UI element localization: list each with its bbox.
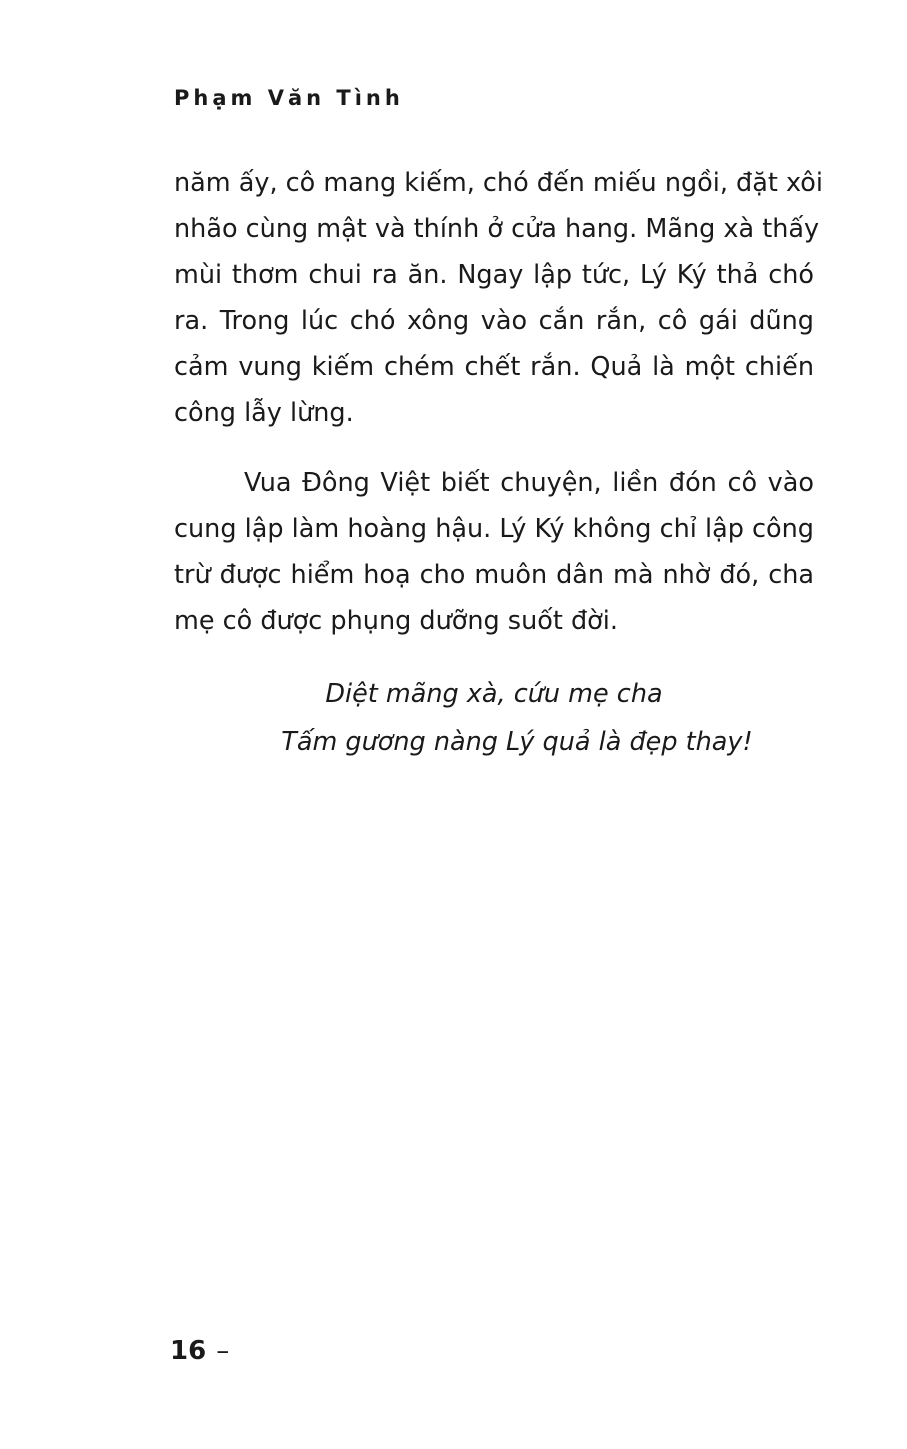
paragraph-line: công lẫy lừng.: [174, 398, 354, 428]
paragraph-line: cảm vung kiếm chém chết rắn. Quả là một chiến: [174, 352, 814, 382]
paragraph-line: cung lập làm hoàng hậu. Lý Ký không chỉ lập công: [174, 514, 814, 544]
verse-couplet: [174, 670, 814, 766]
verse-line: Tấm gương nàng Lý quả là đẹp thay!: [281, 727, 753, 757]
paragraph-line: ra. Trong lúc chó xông vào cắn rắn, cô gái dũng: [174, 306, 814, 336]
paragraph-line: Vua Đông Việt biết chuyện, liền đón cô vào: [244, 468, 814, 498]
paragraph-line: mùi thơm chui ra ăn. Ngay lập tức, Lý Ký thả chó: [174, 260, 814, 290]
paragraph-line: năm ấy, cô mang kiếm, chó đến miếu ngồi, đặt xôi: [174, 168, 823, 198]
running-head-author: Phạm Văn Tình: [174, 86, 404, 110]
paragraph-1: [174, 160, 823, 436]
paragraph-2: [174, 460, 814, 644]
verse-line: Diệt mãng xà, cứu mẹ cha: [325, 679, 663, 709]
folio-dash: –: [216, 1336, 230, 1366]
paragraph-line: mẹ cô được phụng dưỡng suốt đời.: [174, 606, 618, 636]
paragraph-line: nhão cùng mật và thính ở cửa hang. Mãng xà thấy: [174, 214, 820, 244]
page-folio: [170, 1336, 229, 1366]
paragraph-line: trừ được hiểm hoạ cho muôn dân mà nhờ đó, cha: [174, 560, 814, 590]
page-number: 16: [170, 1336, 207, 1366]
